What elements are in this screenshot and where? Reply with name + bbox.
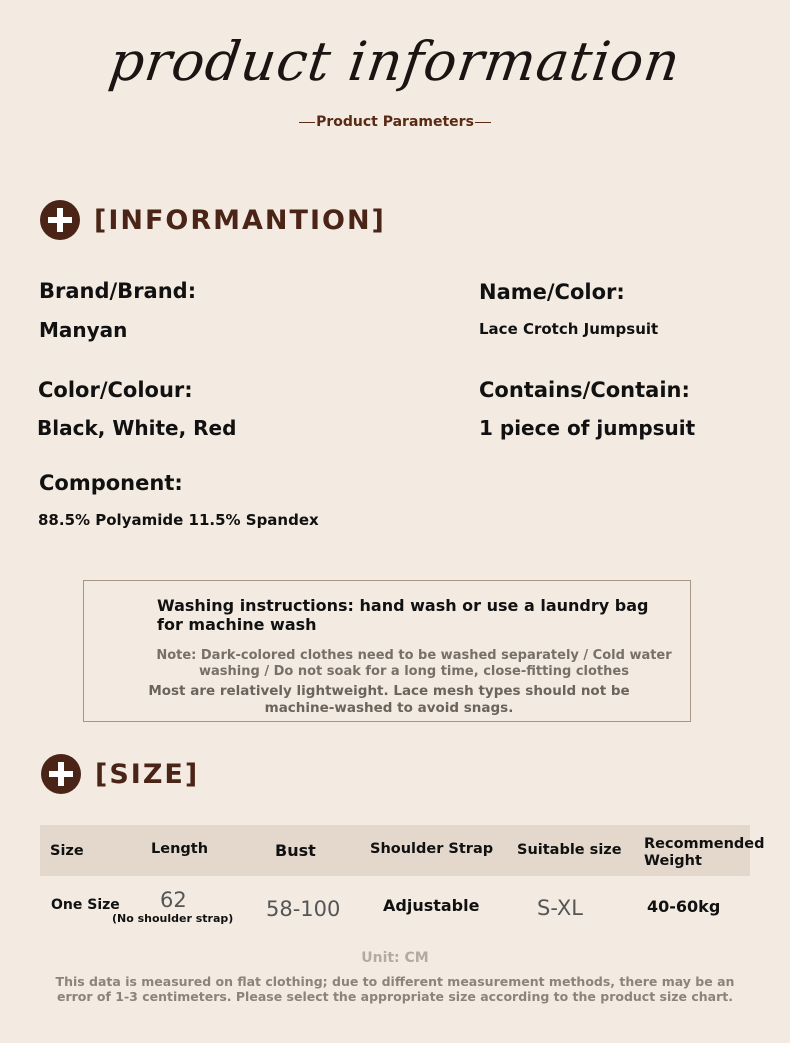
page-subtitle [0,114,790,130]
info-section-title: [INFORMANTION] [94,204,386,236]
header-size: Size [50,843,84,859]
size-section-title: [SIZE] [95,758,200,790]
size-table-header [40,825,765,876]
header-bust: Bust [275,841,316,860]
color-label: Color/Colour: [38,378,193,402]
name-label: Name/Color: [479,280,625,304]
washing-extra-text: Most are relatively lightweight. Lace mesh types should not be machine-washed to avoid snags. [148,683,630,716]
color-value: Black, White, Red [37,416,237,440]
washing-main-text: Washing instructions: hand wash or use a laundry bag for machine wash [157,596,649,634]
size-section-header [41,754,199,794]
header-suitable-size: Suitable size [517,842,622,858]
header-shoulder-strap: Shoulder Strap [370,841,494,857]
cell-suitable-size: S-XL [537,896,583,920]
cell-shoulder-strap: Adjustable [383,896,480,915]
plus-circle-icon [41,754,81,794]
header-length: Length [151,841,209,857]
subtitle-rule-left [299,122,315,123]
brand-value: Manyan [39,318,128,342]
brand-label: Brand/Brand: [39,279,197,303]
cell-length-note: (No shoulder strap) [112,912,234,925]
washing-instructions-box [83,580,691,722]
contains-value: 1 piece of jumpsuit [479,416,696,440]
size-table [40,825,765,936]
table-row [40,876,750,936]
contains-label: Contains/Contain: [479,378,690,402]
page-title-script: product information [105,30,685,93]
info-section-header [40,200,386,240]
cell-size: One Size [51,897,120,913]
header-recommended-weight: Recommended Weight [644,836,765,869]
washing-note-text: Note: Dark-colored clothes need to be washed separately / Cold water washing / Do not soak for a long time, close-fitting clothes [156,648,672,679]
unit-label: Unit: CM [361,950,429,966]
size-disclaimer: This data is measured on flat clothing; due to different measurement methods, there may be an error of 1-3 centimeters. Please select the appropriate size according to the product size chart. [55,974,735,1004]
name-value: Lace Crotch Jumpsuit [479,320,659,338]
cell-recommended-weight: 40-60kg [647,897,721,916]
plus-circle-icon [40,200,80,240]
component-label: Component: [39,471,183,495]
component-value: 88.5% Polyamide 11.5% Spandex [38,511,319,529]
subtitle-rule-right [475,122,491,123]
subtitle-text: Product Parameters [316,114,474,130]
cell-length: 62 [160,888,187,912]
cell-bust: 58-100 [266,897,341,921]
